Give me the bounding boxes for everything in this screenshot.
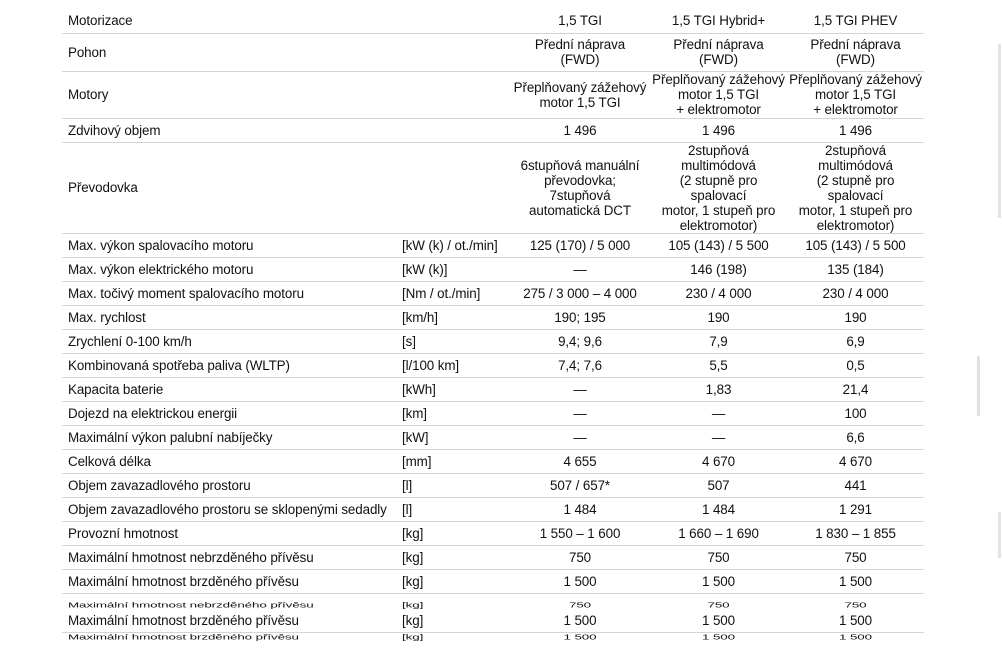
spec-value-hybrid-text: 1 500 xyxy=(701,633,735,642)
spec-row xyxy=(62,71,924,118)
spec-row xyxy=(62,33,924,71)
spec-value-hybrid: 750 xyxy=(650,545,787,569)
header-label: Motorizace xyxy=(62,8,398,33)
spec-value-phev: 1 830 – 1 855 xyxy=(787,521,924,545)
spec-label: Kombinovaná spotřeba paliva (WLTP) xyxy=(62,353,398,377)
spec-value-hybrid: Přední náprava (FWD) xyxy=(650,33,787,71)
spec-value-hybrid: 507 xyxy=(650,473,787,497)
spec-unit: [Nm / ot./min] xyxy=(398,281,510,305)
spec-value-phev: 105 (143) / 5 500 xyxy=(787,233,924,257)
spec-value-tgi: — xyxy=(510,257,650,281)
spec-label-text: Maximální hmotnost brzděného přívěsu xyxy=(68,633,299,642)
spec-value-hybrid: 1 500 xyxy=(650,609,787,633)
spec-value-hybrid: 5,5 xyxy=(650,353,787,377)
spec-value-tgi: 1 496 xyxy=(510,118,650,142)
spec-value-hybrid: — xyxy=(650,401,787,425)
specifications-body xyxy=(62,8,924,648)
spec-value-phev: Přední náprava (FWD) xyxy=(787,33,924,71)
spec-unit xyxy=(398,142,510,233)
ghost-row xyxy=(62,633,924,649)
column-header-hybrid: 1,5 TGI Hybrid+ xyxy=(650,8,787,33)
spec-label xyxy=(62,593,398,609)
spec-value-phev: 1 500 xyxy=(787,609,924,633)
spec-row xyxy=(62,401,924,425)
spec-label: Max. výkon elektrického motoru xyxy=(62,257,398,281)
spec-label: Objem zavazadlového prostoru xyxy=(62,473,398,497)
spec-value-phev-text: 1 500 xyxy=(838,633,872,642)
column-header-phev: 1,5 TGI PHEV xyxy=(787,8,924,33)
spec-label: Maximální výkon palubní nabíječky xyxy=(62,425,398,449)
scroll-edge-mark xyxy=(998,512,1001,558)
spec-label: Dojezd na elektrickou energii xyxy=(62,401,398,425)
spec-value-tgi xyxy=(510,593,650,609)
spec-label: Převodovka xyxy=(62,142,398,233)
spec-unit: [s] xyxy=(398,329,510,353)
spec-value-phev: 21,4 xyxy=(787,377,924,401)
spec-value-tgi xyxy=(510,633,650,649)
spec-value-phev: 2stupňová multimódová (2 stupně pro spalovací motor, 1 stupeň pro elektromotor) xyxy=(787,142,924,233)
spec-row xyxy=(62,425,924,449)
spec-value-phev: 100 xyxy=(787,401,924,425)
spec-unit: [kWh] xyxy=(398,377,510,401)
spec-row xyxy=(62,497,924,521)
spec-row xyxy=(62,377,924,401)
spec-row xyxy=(62,473,924,497)
spec-value-hybrid: 1 500 xyxy=(650,569,787,593)
spec-row xyxy=(62,521,924,545)
spec-value-tgi: Přeplňovaný zážehový motor 1,5 TGI xyxy=(510,71,650,118)
spec-unit xyxy=(398,593,510,609)
spec-value-tgi: 1 500 xyxy=(510,569,650,593)
ghost-row xyxy=(62,609,924,633)
spec-value-hybrid: 190 xyxy=(650,305,787,329)
spec-label: Maximální hmotnost nebrzděného přívěsu xyxy=(62,545,398,569)
spec-value-phev: 1 496 xyxy=(787,118,924,142)
spec-label-text: Maximální hmotnost nebrzděného přívěsu xyxy=(68,600,314,609)
spec-unit: [l] xyxy=(398,497,510,521)
spec-value-phev: 750 xyxy=(787,545,924,569)
spec-label: Max. točivý moment spalovacího motoru xyxy=(62,281,398,305)
spec-value-phev xyxy=(787,593,924,609)
spec-unit: [km] xyxy=(398,401,510,425)
spec-value-tgi: 1 500 xyxy=(510,609,650,633)
spec-row xyxy=(62,281,924,305)
spec-value-phev-text: 750 xyxy=(844,600,867,609)
spec-label xyxy=(62,633,398,649)
spec-value-tgi: 190; 195 xyxy=(510,305,650,329)
spec-value-hybrid: 7,9 xyxy=(650,329,787,353)
spec-value-tgi: Přední náprava (FWD) xyxy=(510,33,650,71)
spec-label: Zrychlení 0-100 km/h xyxy=(62,329,398,353)
spec-value-tgi: 1 550 – 1 600 xyxy=(510,521,650,545)
spec-value-tgi-text: 1 500 xyxy=(563,633,597,642)
spec-label: Maximální hmotnost brzděného přívěsu xyxy=(62,569,398,593)
spec-unit: [kg] xyxy=(398,545,510,569)
spec-value-hybrid: 1,83 xyxy=(650,377,787,401)
spec-row xyxy=(62,545,924,569)
spec-value-tgi: 9,4; 9,6 xyxy=(510,329,650,353)
spec-unit xyxy=(398,633,510,649)
spec-value-phev: 6,9 xyxy=(787,329,924,353)
spec-label: Kapacita baterie xyxy=(62,377,398,401)
spec-value-phev: 1 291 xyxy=(787,497,924,521)
spec-value-hybrid-text: 750 xyxy=(707,600,730,609)
specifications-table xyxy=(62,8,924,648)
spec-unit: [l/100 km] xyxy=(398,353,510,377)
spec-value-phev: Přeplňovaný zážehový motor 1,5 TGI + elektromotor xyxy=(787,71,924,118)
spec-value-tgi-text: 750 xyxy=(568,600,592,609)
header-unit xyxy=(398,8,510,33)
spec-value-tgi: 7,4; 7,6 xyxy=(510,353,650,377)
spec-value-tgi: — xyxy=(510,425,650,449)
spec-row xyxy=(62,233,924,257)
spec-label: Provozní hmotnost xyxy=(62,521,398,545)
spec-row xyxy=(62,118,924,142)
spec-value-hybrid: 1 484 xyxy=(650,497,787,521)
spec-row xyxy=(62,449,924,473)
spec-label: Maximální hmotnost brzděného přívěsu xyxy=(62,609,398,633)
spec-unit xyxy=(398,71,510,118)
spec-value-phev: 0,5 xyxy=(787,353,924,377)
spec-unit: [kg] xyxy=(398,521,510,545)
spec-value-phev: 230 / 4 000 xyxy=(787,281,924,305)
spec-unit: [mm] xyxy=(398,449,510,473)
spec-unit-text: [kg] xyxy=(402,600,424,609)
spec-unit: [l] xyxy=(398,473,510,497)
spec-value-hybrid: — xyxy=(650,425,787,449)
spec-unit: [kg] xyxy=(398,569,510,593)
spec-value-tgi: — xyxy=(510,377,650,401)
spec-label: Max. rychlost xyxy=(62,305,398,329)
spec-value-tgi: 6stupňová manuální převodovka; 7stupňová automatická DCT xyxy=(510,142,650,233)
spec-unit: [km/h] xyxy=(398,305,510,329)
spec-label: Pohon xyxy=(62,33,398,71)
spec-unit: [kW (k) / ot./min] xyxy=(398,233,510,257)
spec-value-phev: 441 xyxy=(787,473,924,497)
spec-value-phev: 4 670 xyxy=(787,449,924,473)
spec-value-phev: 6,6 xyxy=(787,425,924,449)
spec-unit: [kg] xyxy=(398,609,510,633)
scroll-edge-mark xyxy=(998,44,1001,218)
spec-unit-text: [kg] xyxy=(402,633,424,642)
spec-row xyxy=(62,329,924,353)
spec-value-hybrid: 1 496 xyxy=(650,118,787,142)
spec-label: Celková délka xyxy=(62,449,398,473)
spec-value-hybrid: 1 660 – 1 690 xyxy=(650,521,787,545)
spec-row xyxy=(62,142,924,233)
spec-value-tgi: 4 655 xyxy=(510,449,650,473)
ghost-row xyxy=(62,593,924,609)
spec-unit xyxy=(398,33,510,71)
spec-value-phev: 1 500 xyxy=(787,569,924,593)
spec-row xyxy=(62,353,924,377)
spec-value-phev: 135 (184) xyxy=(787,257,924,281)
spec-label: Max. výkon spalovacího motoru xyxy=(62,233,398,257)
spec-label: Motory xyxy=(62,71,398,118)
spec-value-tgi: 125 (170) / 5 000 xyxy=(510,233,650,257)
spec-row xyxy=(62,305,924,329)
spec-unit xyxy=(398,118,510,142)
spec-value-tgi: 1 484 xyxy=(510,497,650,521)
spec-label: Zdvihový objem xyxy=(62,118,398,142)
spec-value-hybrid: 146 (198) xyxy=(650,257,787,281)
spec-value-hybrid: 4 670 xyxy=(650,449,787,473)
spec-value-hybrid: 2stupňová multimódová (2 stupně pro spalovací motor, 1 stupeň pro elektromotor) xyxy=(650,142,787,233)
column-header-tgi: 1,5 TGI xyxy=(510,8,650,33)
spec-unit: [kW] xyxy=(398,425,510,449)
spec-unit: [kW (k)] xyxy=(398,257,510,281)
spec-value-phev: 190 xyxy=(787,305,924,329)
spec-value-hybrid: 230 / 4 000 xyxy=(650,281,787,305)
spec-row xyxy=(62,569,924,593)
spec-value-tgi: 750 xyxy=(510,545,650,569)
spec-value-phev xyxy=(787,633,924,649)
spec-row xyxy=(62,257,924,281)
header-row xyxy=(62,8,924,33)
spec-value-tgi: — xyxy=(510,401,650,425)
spec-value-hybrid xyxy=(650,633,787,649)
spec-label: Objem zavazadlového prostoru se sklopenými sedadly xyxy=(62,497,398,521)
spec-value-hybrid: 105 (143) / 5 500 xyxy=(650,233,787,257)
spec-value-hybrid: Přeplňovaný zážehový motor 1,5 TGI + elektromotor xyxy=(650,71,787,118)
spec-value-hybrid xyxy=(650,593,787,609)
spec-value-tgi: 507 / 657* xyxy=(510,473,650,497)
spec-value-tgi: 275 / 3 000 – 4 000 xyxy=(510,281,650,305)
scroll-edge-mark xyxy=(977,356,980,416)
